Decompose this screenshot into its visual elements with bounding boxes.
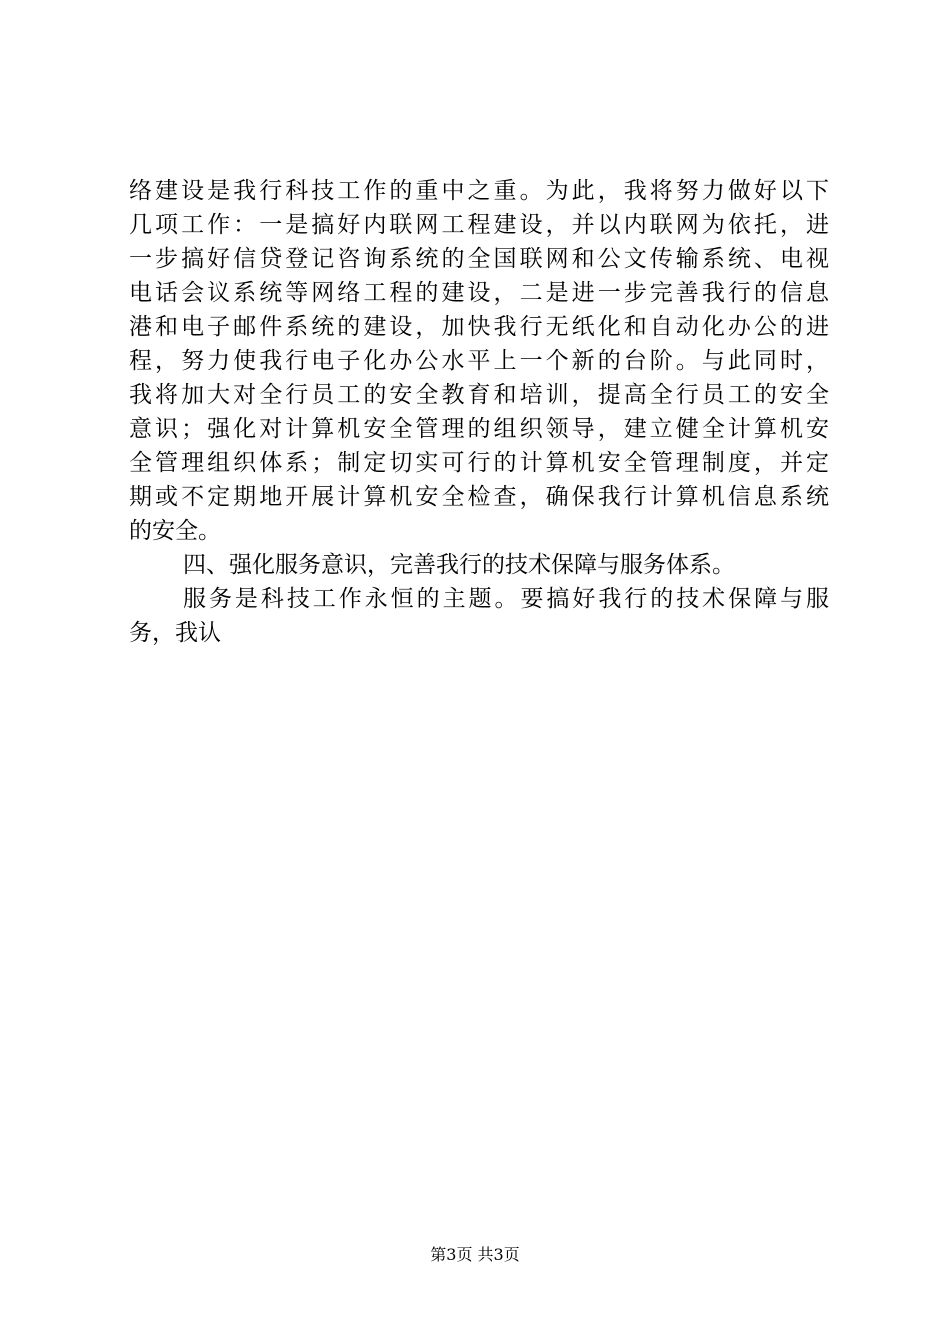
text-line: 的安全。 bbox=[129, 518, 221, 544]
text-line: 我将加大对全行员工的安全教育和培训，提高全行员工的安全 bbox=[129, 382, 829, 408]
section-heading: 四、强化服务意识，完善我行的技术保障与服务体系。 bbox=[183, 552, 735, 578]
text-line: 全管理组织体系；制定切实可行的计算机安全管理制度，并定 bbox=[129, 450, 829, 476]
text-line: 务，我认 bbox=[129, 620, 221, 646]
text-line: 络建设是我行科技工作的重中之重。为此，我将努力做好以下 bbox=[129, 178, 829, 204]
text-line: 服务是科技工作永恒的主题。要搞好我行的技术保障与服 bbox=[183, 586, 829, 612]
text-line: 意识；强化对计算机安全管理的组织领导，建立健全计算机安 bbox=[129, 416, 829, 442]
page-number-footer: 第3页 共3页 bbox=[430, 1245, 520, 1264]
text-line: 程，努力使我行电子化办公水平上一个新的台阶。与此同时， bbox=[129, 348, 829, 374]
text-line: 期或不定期地开展计算机安全检查，确保我行计算机信息系统 bbox=[129, 484, 829, 510]
text-line: 电话会议系统等网络工程的建设，二是进一步完善我行的信息 bbox=[129, 280, 829, 306]
text-line: 一步搞好信贷登记咨询系统的全国联网和公文传输系统、电视 bbox=[129, 246, 829, 272]
text-line: 几项工作：一是搞好内联网工程建设，并以内联网为依托，进 bbox=[129, 212, 829, 238]
document-body bbox=[129, 174, 829, 650]
text-line: 港和电子邮件系统的建设，加快我行无纸化和自动化办公的进 bbox=[129, 314, 829, 340]
